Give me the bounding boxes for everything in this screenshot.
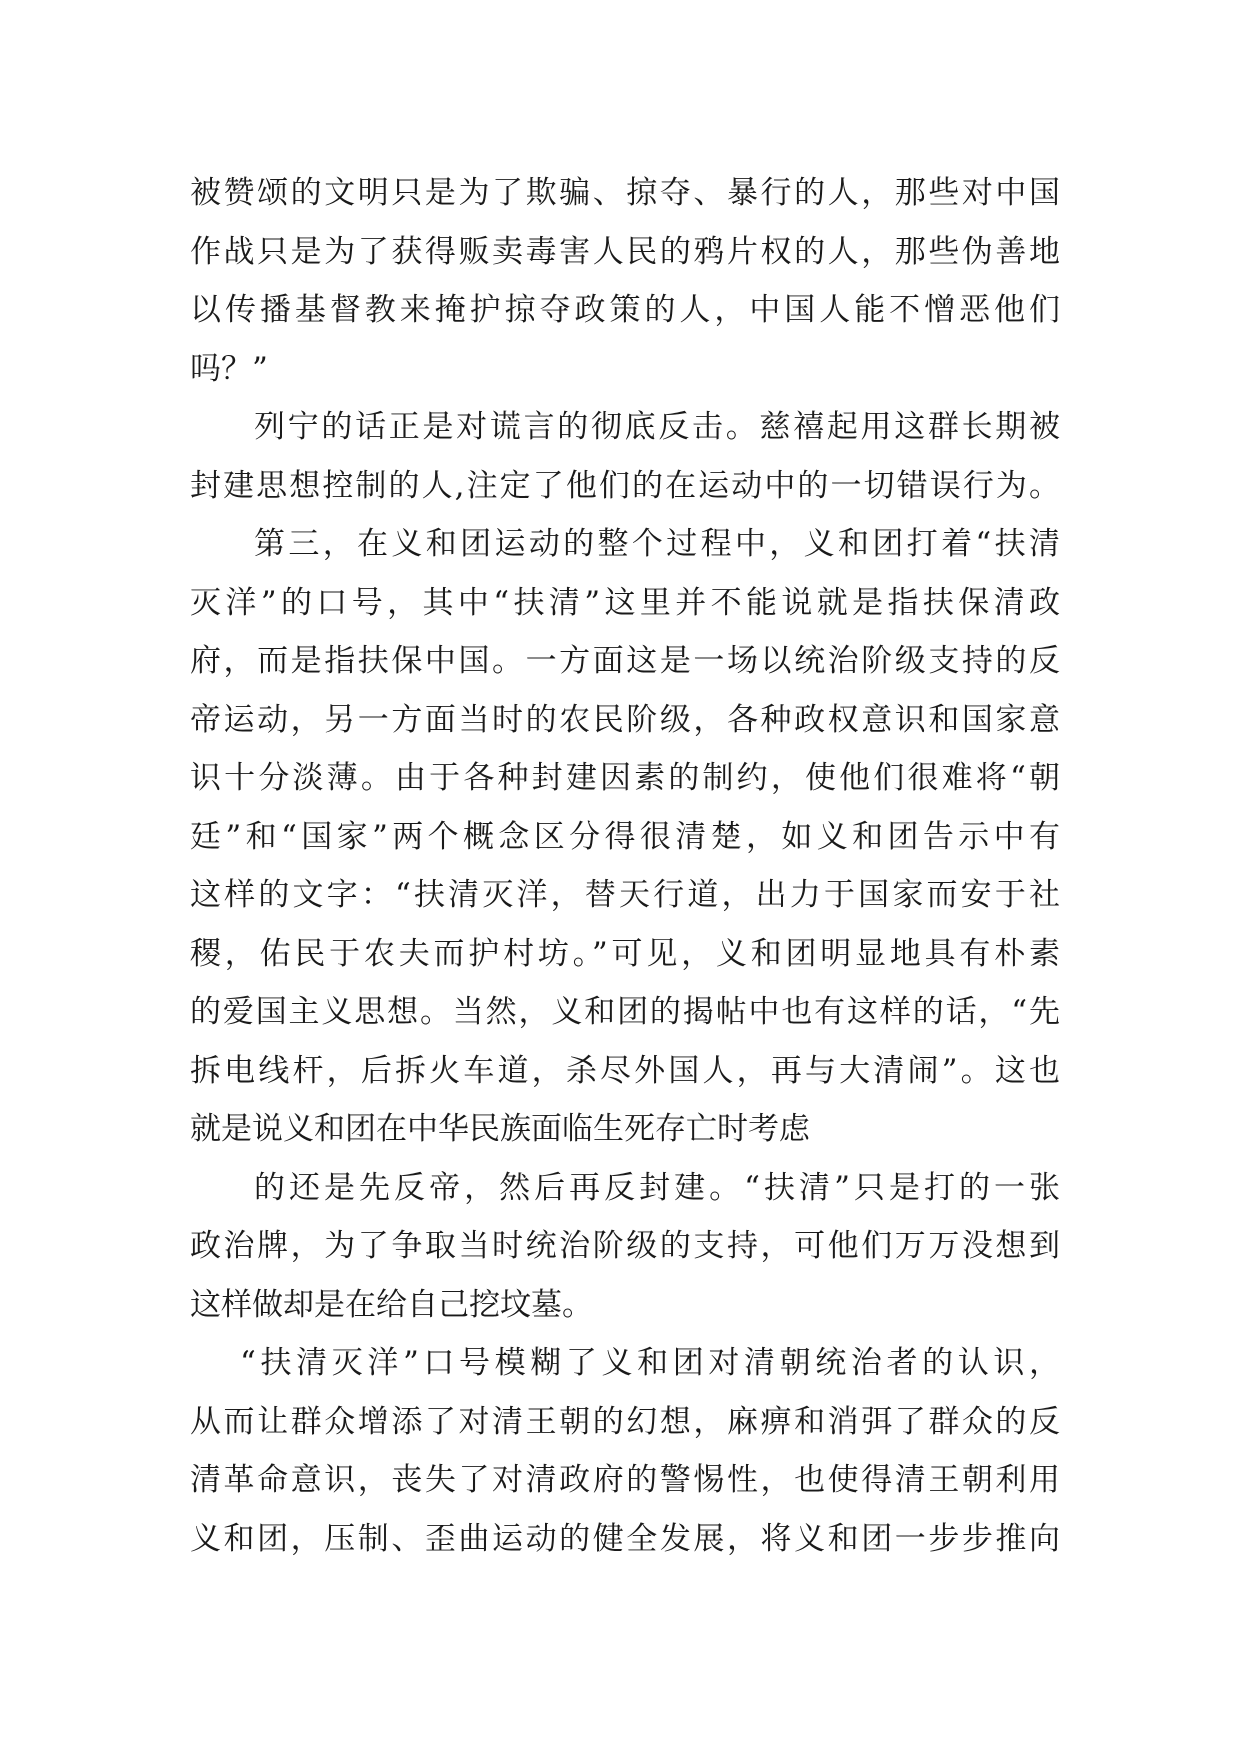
text-line: 稷，佑民于农夫而护村坊。”可见，义和团明显地具有朴素 [190,935,1060,972]
text-line: 这样做却是在给自己挖坟墓。 [190,1286,593,1323]
text-line: 清革命意识，丧失了对清政府的警惕性，也使得清王朝利用 [190,1462,1060,1498]
text-line: 就是说义和团在中华民族面临生死存亡时考虑 [190,1111,810,1147]
text-line: 义和团，压制、歪曲运动的健全发展，将义和团一步步推向 [190,1520,1060,1557]
text-line: 被赞颂的文明只是为了欺骗、掠夺、暴行的人，那些对中国 [190,175,1060,211]
text-line: 识十分淡薄。由于各种封建因素的制约，使他们很难将“朝 [190,760,1060,796]
text-line: 以传播基督教来掩护掠夺政策的人，中国人能不憎恶他们 [190,292,1060,328]
text-line: 封建思想控制的人,注定了他们的在运动中的一切错误行为。 [190,467,1060,504]
text-line: 政治牌，为了争取当时统治阶级的支持，可他们万万没想到 [190,1228,1060,1264]
text-line: 拆电线杆，后拆火车道，杀尽外国人，再与大清闹”。这也 [190,1052,1060,1089]
body-text [190,164,1060,1568]
paragraph-first-line: 列宁的话正是对谎言的彻底反击。慈禧起用这群长期被 [254,409,1060,445]
text-line: 帝运动，另一方面当时的农民阶级，各种政权意识和国家意 [190,701,1060,738]
text-line: 的爱国主义思想。当然，义和团的揭帖中也有这样的话，“先 [190,994,1060,1030]
paragraph-first-line: 第三，在义和团运动的整个过程中，义和团打着“扶清 [254,526,1060,562]
text-line: 作战只是为了获得贩卖毒害人民的鸦片权的人，那些伪善地 [190,233,1060,270]
text-line: 从而让群众增添了对清王朝的幻想，麻痹和消弭了群众的反 [190,1403,1060,1440]
paragraph-first-line: “扶清灭洋”口号模糊了义和团对清朝统治者的认识， [240,1345,1060,1381]
text-line: 廷”和“国家”两个概念区分得很清楚，如义和团告示中有 [190,818,1060,855]
text-line: 府，而是指扶保中国。一方面这是一场以统治阶级支持的反 [190,643,1060,679]
paragraph-first-line: 的还是先反帝，然后再反封建。“扶清”只是打的一张 [254,1169,1060,1206]
text-line: 吗？” [190,350,268,387]
text-line: 灭洋”的口号，其中“扶清”这里并不能说就是指扶保清政 [190,584,1060,621]
text-line: 这样的文字：“扶清灭洋，替天行道，出力于国家而安于社 [190,877,1060,913]
